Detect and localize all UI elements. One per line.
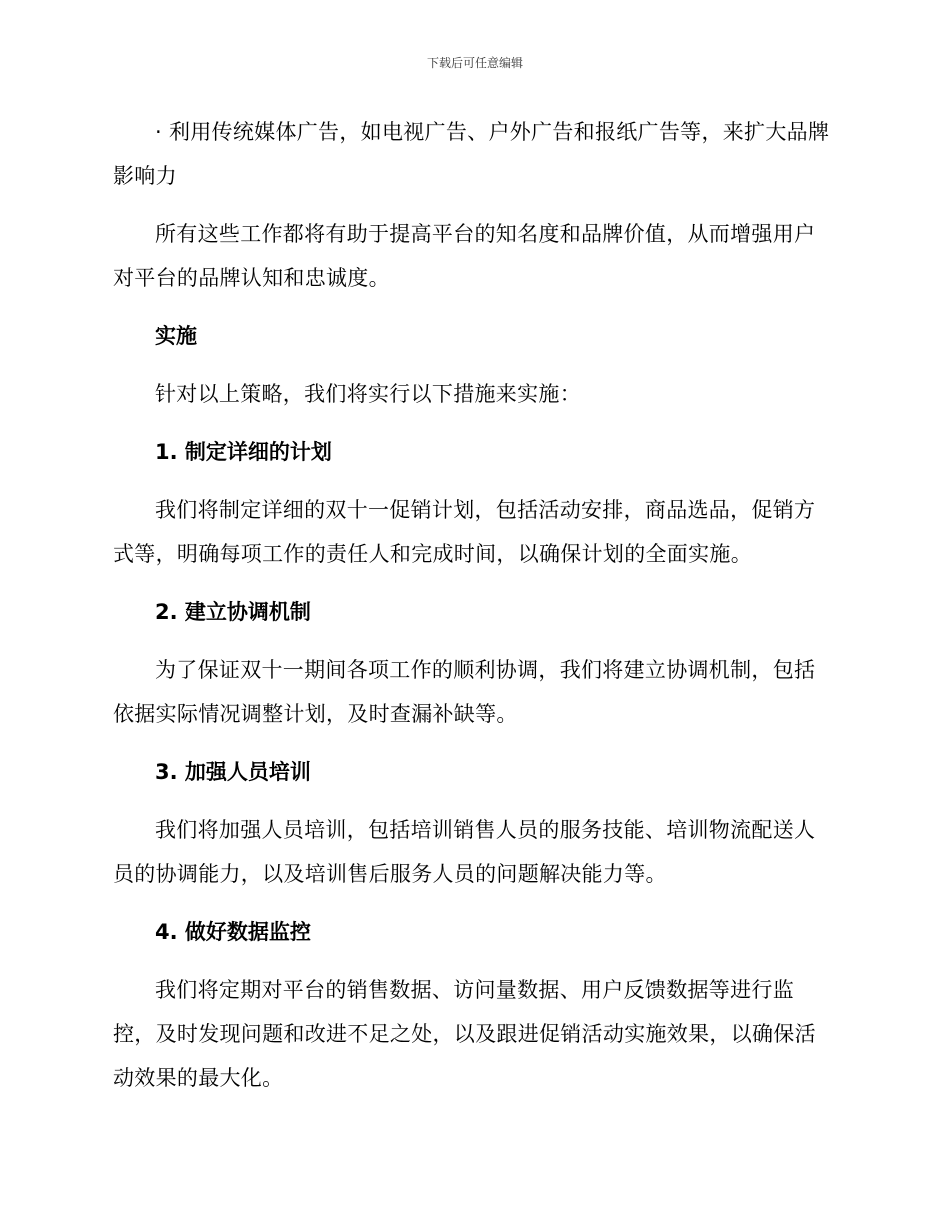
- paragraph-training: 我们将加强人员培训，包括培训销售人员的服务技能、培训物流配送人员的协调能力，以及培训售后服务人员的问题解决能力等。: [113, 818, 816, 886]
- subheading-detailed-plan: 1. 制定详细的计划: [155, 440, 332, 464]
- bullet-paragraph-traditional-media: · 利用传统媒体广告，如电视广告、户外广告和报纸广告等，来扩大品牌影响力: [113, 120, 830, 188]
- header-note: 下载后可任意编辑: [426, 56, 523, 70]
- paragraph-implementation-intro: 针对以上策略，我们将实行以下措施来实施：: [155, 382, 581, 406]
- section-heading-implementation: 实施: [155, 324, 197, 348]
- subheading-coordination: 2. 建立协调机制: [155, 600, 311, 624]
- paragraph-coordination: 为了保证双十一期间各项工作的顺利协调，我们将建立协调机制，包括依据实际情况调整计划，及时查漏补缺等。: [113, 658, 816, 726]
- paragraph-brand-value: 所有这些工作都将有助于提高平台的知名度和品牌价值，从而增强用户对平台的品牌认知和忠诚度。: [113, 222, 816, 290]
- paragraph-data-monitoring: 我们将定期对平台的销售数据、访问量数据、用户反馈数据等进行监控，及时发现问题和改进不足之处，以及跟进促销活动实施效果，以确保活动效果的最大化。: [113, 978, 816, 1090]
- paragraph-detailed-plan: 我们将制定详细的双十一促销计划，包括活动安排，商品选品，促销方式等，明确每项工作的责任人和完成时间，以确保计划的全面实施。: [113, 498, 816, 566]
- document-body: [113, 110, 835, 1114]
- subheading-training: 3. 加强人员培训: [155, 760, 311, 784]
- subheading-data-monitoring: 4. 做好数据监控: [155, 920, 311, 944]
